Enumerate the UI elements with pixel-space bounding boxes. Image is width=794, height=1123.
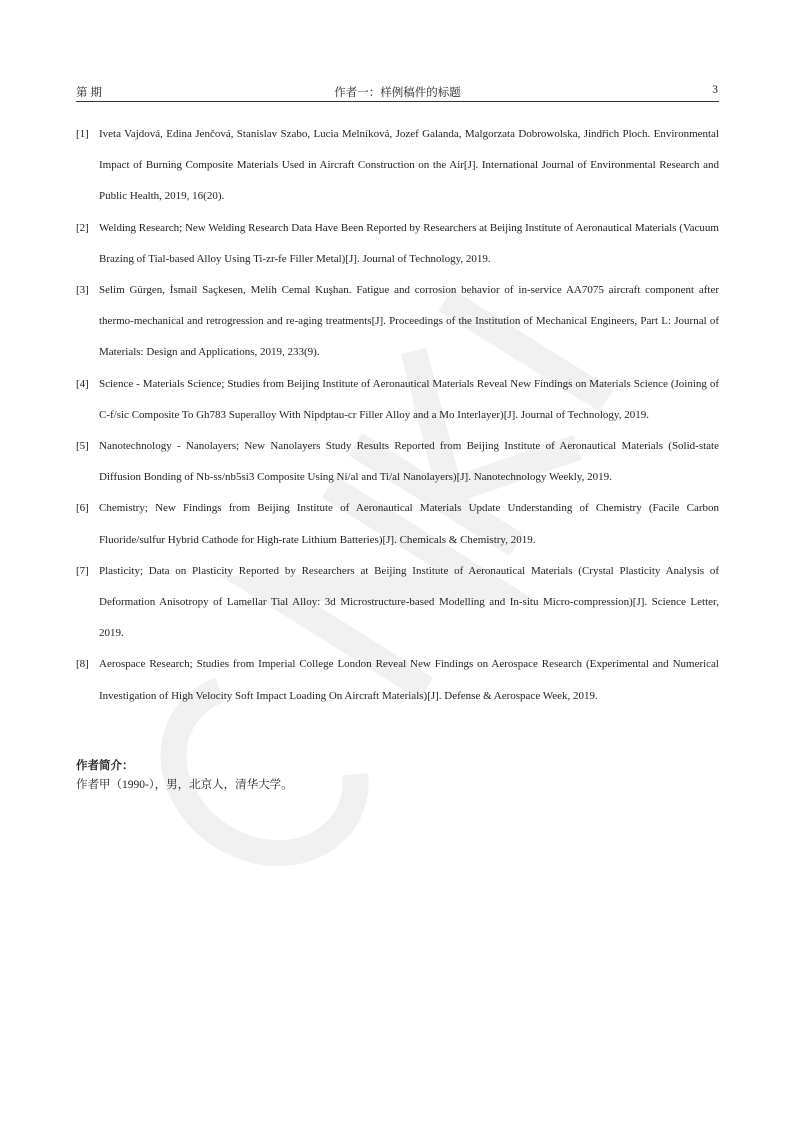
reference-list — [76, 119, 719, 712]
reference-number: [5] — [76, 440, 89, 453]
reference-item — [76, 119, 719, 213]
reference-number: [3] — [76, 284, 89, 297]
author-bio-text: 作者甲（1990-），男，北京人，清华大学。 — [76, 779, 293, 791]
reference-item — [76, 431, 719, 493]
author-bio-title: 作者简介： — [76, 760, 134, 772]
author-bio — [76, 757, 293, 795]
reference-number: [4] — [76, 377, 89, 390]
reference-text: Chemistry; New Findings from Beijing Institute of Aeronautical Materials Update Understanding of Chemistry (Facile Carbon Fluoride/sulfur Hybrid Cathode for High-rate Lithium Batteries)[J]. Chemicals & Chemistry, 2019. — [99, 502, 719, 546]
reference-text: Welding Research; New Welding Research Data Have Been Reported by Researchers at Beijing Institute of Aeronautical Materials (Vacuum Brazing of Tial-based Alloy Using Ti-zr-fe Filler Metal)[J]. Journal of Technology, 2019. — [99, 221, 719, 265]
header-title: 作者一：样例稿件的标题 — [334, 87, 461, 99]
reference-number: [2] — [76, 221, 89, 234]
reference-item — [76, 213, 719, 275]
reference-item — [76, 275, 719, 369]
page-number: 3 — [712, 84, 718, 96]
reference-text: Selim Gürgen, İsmail Saçkesen, Melih Cemal Kuşhan. Fatigue and corrosion behavior of in-service AA7075 aircraft component after thermo-mechanical and retrogression and re-aging treatments[J]. Proceedings of the Institution of Mechanical Engineers, Part L: Journal of Materials: Design and Applications, 2019, 233(9). — [99, 284, 719, 359]
header-issue: 第 期 — [76, 87, 102, 99]
reference-text: Iveta Vajdová, Edina Jenčová, Stanislav Szabo, Lucia Melníková, Jozef Galanda, Malgorzata Dobrowolska, Jindřich Ploch. Environmental Impact of Burning Composite Materials Used in Aircraft Construction on the Air[J]. International Journal of Environmental Research and Public Health, 2019, 16(20). — [99, 128, 719, 203]
reference-text: Plasticity; Data on Plasticity Reported by Researchers at Beijing Institute of Aeronautical Materials (Crystal Plasticity Analysis of Deformation Anisotropy of Lamellar Tial Alloy: 3d Microstructure-based Modelling and In-situ Micro-compression)[J]. Science Letter, 2019. — [99, 564, 719, 640]
reference-number: [1] — [76, 128, 89, 140]
reference-number: [6] — [76, 502, 89, 515]
reference-number: [7] — [76, 564, 89, 577]
reference-text: Nanotechnology - Nanolayers; New Nanolayers Study Results Reported from Beijing Institute of Aeronautical Materials (Solid-state Diffusion Bonding of Nb-ss/nb5si3 Composite Using Ni/al and Ti/al Nanolayers)[J]. Nanotechnology Weekly, 2019. — [99, 440, 719, 484]
reference-text: Aerospace Research; Studies from Imperial College London Reveal New Findings on Aerospace Research (Experimental and Numerical Investigation of High Velocity Soft Impact Loading On Aircraft Materials)[J]. Defense & Aerospace Week, 2019. — [99, 658, 719, 702]
reference-number: [8] — [76, 658, 89, 671]
page-header — [76, 82, 719, 102]
reference-item — [76, 493, 719, 555]
reference-text: Science - Materials Science; Studies from Beijing Institute of Aeronautical Materials Reveal New Findings on Materials Science (Joining of C-f/sic Composite To Gh783 Superalloy With Nipdptau-cr Filler Alloy and a Mo Interlayer)[J]. Journal of Technology, 2019. — [99, 377, 719, 421]
reference-item — [76, 649, 719, 711]
reference-item — [76, 369, 719, 431]
reference-item — [76, 556, 719, 650]
